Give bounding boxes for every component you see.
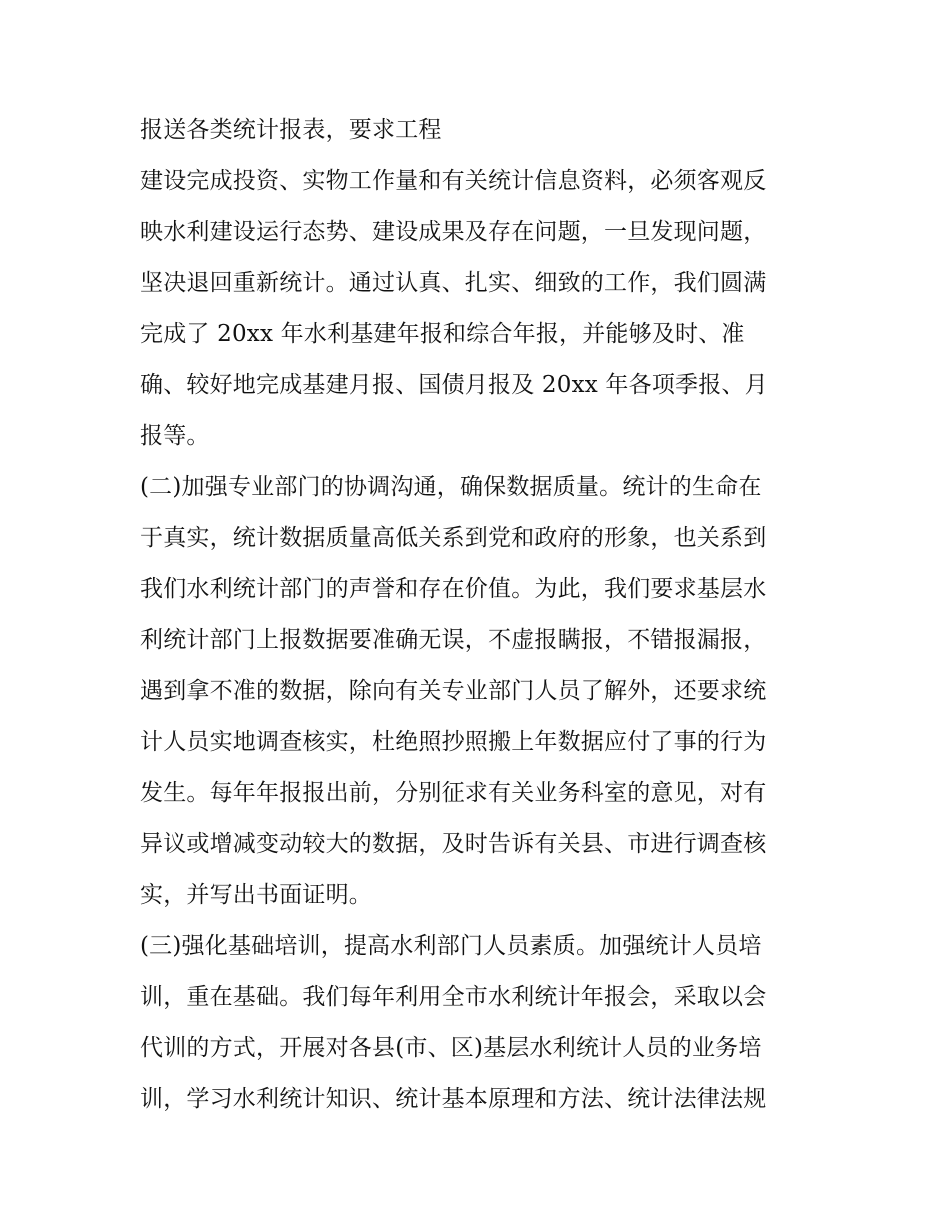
text-line: 我们水利统计部门的声誉和存在价值。为此，我们要求基层水	[140, 576, 767, 602]
text-line: 确、较好地完成基建月报、国债月报及 20xx 年各项季报、月	[140, 372, 768, 398]
text-line: 建设完成投资、实物工作量和有关统计信息资料，必须客观反	[140, 168, 767, 194]
text-line: 计人员实地调查核实，杜绝照抄照搬上年数据应付了事的行为	[140, 729, 767, 755]
text-line: 发生。每年年报报出前，分别征求有关业务科室的意见，对有	[140, 780, 767, 806]
text-line: 训，学习水利统计知识、统计基本原理和方法、统计法律法规	[140, 1086, 767, 1112]
text-line: 报送各类统计报表，要求工程	[140, 117, 442, 143]
text-line: 异议或增减变动较大的数据，及时告诉有关县、市进行调查核	[140, 831, 767, 857]
section-heading-line: (二)加强专业部门的协调沟通，确保数据质量。统计的生命在	[140, 474, 762, 500]
text-line: 坚决退回重新统计。通过认真、扎实、细致的工作，我们圆满	[140, 270, 767, 296]
text-line: 训，重在基础。我们每年利用全市水利统计年报会，采取以会	[140, 984, 767, 1010]
text-line: 代训的方式，开展对各县(市、区)基层水利统计人员的业务培	[140, 1035, 762, 1061]
text-line: 报等。	[140, 423, 210, 449]
text-line: 遇到拿不准的数据，除向有关专业部门人员了解外，还要求统	[140, 678, 767, 704]
text-line: 于真实，统计数据质量高低关系到党和政府的形象，也关系到	[140, 525, 767, 551]
text-line: 实，并写出书面证明。	[140, 882, 372, 908]
section-heading-line: (三)强化基础培训，提高水利部门人员素质。加强统计人员培	[140, 933, 762, 959]
text-line: 完成了 20xx 年水利基建年报和综合年报，并能够及时、准	[140, 321, 745, 347]
text-line: 映水利建设运行态势、建设成果及存在问题，一旦发现问题，	[140, 219, 767, 245]
text-line: 利统计部门上报数据要准确无误，不虚报瞒报，不错报漏报，	[140, 627, 767, 653]
